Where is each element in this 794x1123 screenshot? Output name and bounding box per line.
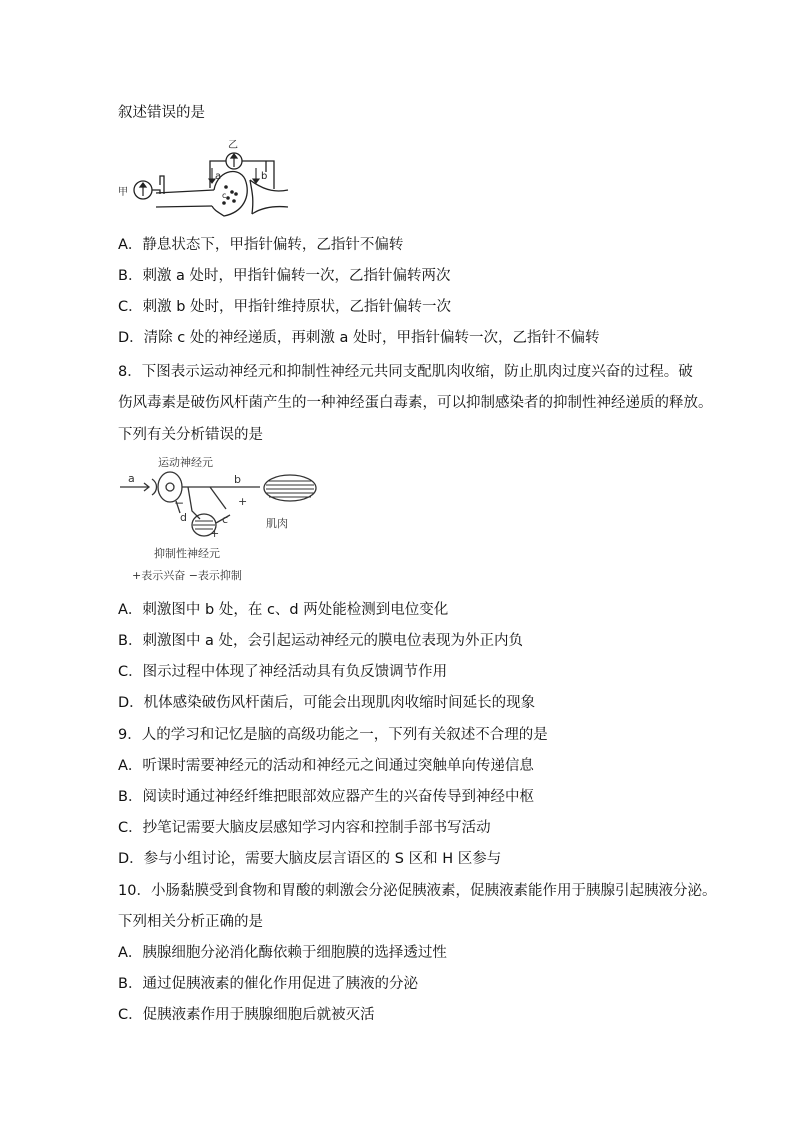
question-line: 下列有关分析错误的是: [118, 427, 263, 443]
figure-legend: +表示兴奋 −表示抑制: [132, 569, 242, 582]
question-line: 伤风毒素是破伤风杆菌产生的一种神经蛋白毒素，可以抑制感染者的抑制性神经递质的释放。: [118, 395, 713, 411]
label-inhibitory-neuron: 抑制性神经元: [154, 547, 220, 560]
label-yi: 乙: [228, 140, 238, 151]
option-line: A．听课时需要神经元的活动和神经元之间通过突触单向传递信息: [118, 758, 534, 774]
option-line: C．抄笔记需要大脑皮层感知学习内容和控制手部书写活动: [118, 820, 491, 836]
option-line: C．促胰液素作用于胰腺细胞后就被灭活: [118, 1007, 375, 1023]
label-b: b: [261, 171, 268, 182]
label-plus-b: +: [238, 495, 248, 508]
question-line: 下列相关分析正确的是: [118, 914, 263, 930]
option-line: C．刺激 b 处时，甲指针维持原状，乙指针偏转一次: [118, 299, 452, 315]
option-line: B．阅读时通过神经纤维把眼部效应器产生的兴奋传导到神经中枢: [118, 789, 534, 805]
label-minus: −: [174, 496, 185, 510]
question-line: 10．小肠黏膜受到食物和胃酸的刺激会分泌促胰液素，促胰液素能作用于胰腺引起胰液分泌。: [118, 883, 717, 899]
text-line: 叙述错误的是: [118, 105, 205, 121]
question-line: 9．人的学习和记忆是脑的高级功能之一，下列有关叙述不合理的是: [118, 727, 548, 743]
label-b: b: [234, 473, 241, 486]
option-line: B．刺激 a 处时，甲指针偏转一次，乙指针偏转两次: [118, 268, 451, 284]
question-line: 8．下图表示运动神经元和抑制性神经元共同支配肌肉收缩，防止肌肉过度兴奋的过程。破: [118, 364, 693, 380]
option-line: A．静息状态下，甲指针偏转，乙指针不偏转: [118, 237, 404, 253]
option-line: B．通过促胰液素的催化作用促进了胰液的分泌: [118, 976, 418, 992]
label-jia: 甲: [118, 187, 128, 198]
label-a: a: [215, 171, 222, 182]
label-motor-neuron: 运动神经元: [158, 456, 213, 469]
label-d: d: [180, 511, 187, 524]
label-muscle: 肌肉: [266, 517, 288, 530]
option-line: D．清除 c 处的神经递质，再刺激 a 处时，甲指针偏转一次，乙指针不偏转: [118, 330, 600, 346]
option-line: C．图示过程中体现了神经活动具有负反馈调节作用: [118, 664, 448, 680]
synapse-galvanometer-figure: [116, 132, 296, 222]
option-line: B．刺激图中 a 处，会引起运动神经元的膜电位表现为外正内负: [118, 633, 524, 649]
label-c: c: [222, 513, 229, 526]
option-line: D．机体感染破伤风杆菌后，可能会出现肌肉收缩时间延长的现象: [118, 695, 536, 711]
option-line: A．刺激图中 b 处，在 c、d 两处能检测到电位变化: [118, 602, 449, 618]
option-line: D．参与小组讨论，需要大脑皮层言语区的 S 区和 H 区参与: [118, 851, 502, 867]
label-plus-c: +: [210, 527, 220, 540]
neuron-muscle-figure: [118, 453, 318, 588]
label-c: c: [222, 191, 227, 200]
option-line: A．胰腺细胞分泌消化酶依赖于细胞膜的选择透过性: [118, 945, 447, 961]
label-a: a: [128, 472, 135, 485]
